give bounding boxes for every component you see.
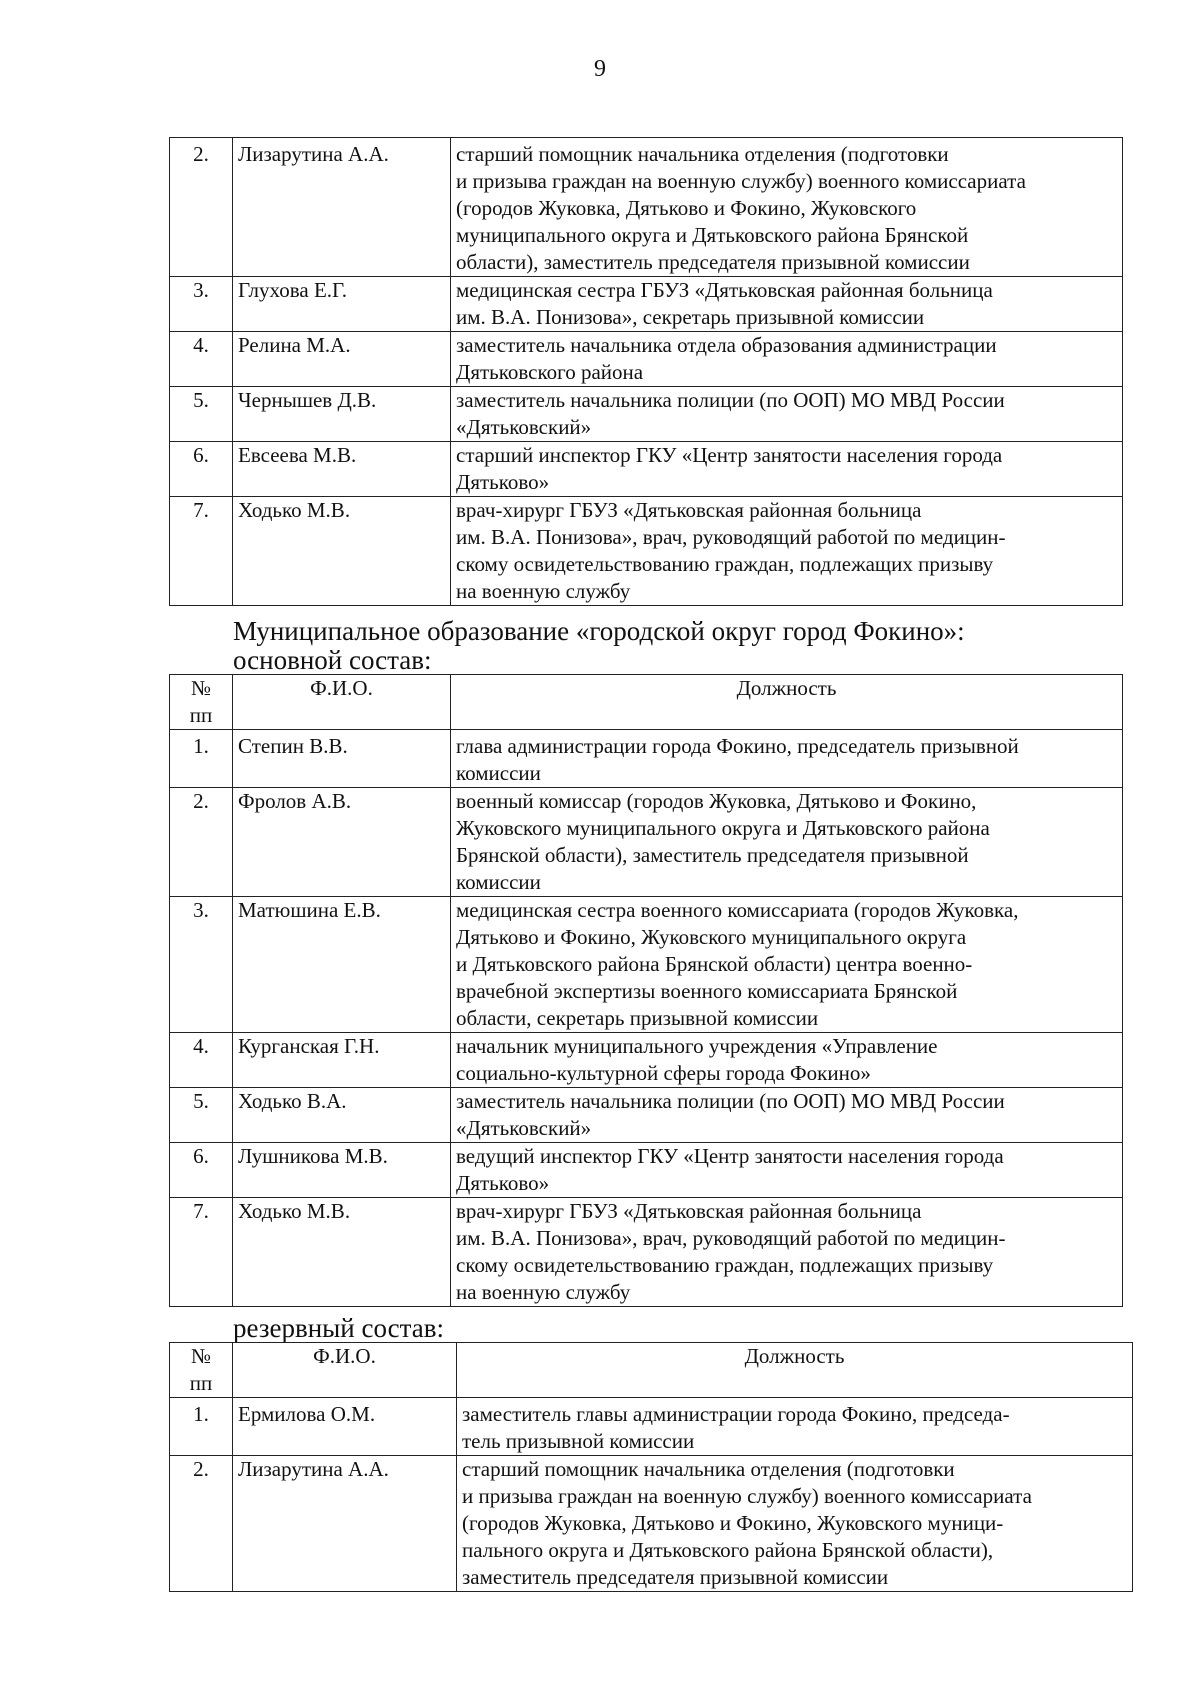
table-header-row <box>170 1343 1133 1398</box>
row-number-cell: 7. <box>170 497 233 606</box>
position-line: заместитель начальника отдела образования администрации <box>456 333 997 357</box>
member-name-cell: Чернышев Д.В. <box>233 387 451 442</box>
position-line: медицинская сестра военного комиссариата (городов Жуковка, <box>456 898 1019 922</box>
reserve-composition-table <box>169 1342 1133 1592</box>
position-line: области), заместитель председателя призывной комиссии <box>456 250 970 274</box>
header-number-sublabel: пп <box>189 1371 213 1395</box>
member-position-cell <box>451 1033 1123 1088</box>
position-line: глава администрации города Фокино, председатель призывной <box>456 734 1019 758</box>
row-number-cell: 3. <box>170 277 233 332</box>
header-number-label: № <box>190 676 212 700</box>
page-number: 9 <box>594 56 606 82</box>
position-line: ведущий инспектор ГКУ «Центр занятости населения города <box>456 1144 1004 1168</box>
member-position-cell <box>451 1143 1123 1198</box>
row-number-cell: 5. <box>170 1088 233 1143</box>
commission-table-continued <box>169 137 1123 606</box>
position-line: Брянской области), заместитель председателя призывной <box>456 843 969 867</box>
row-number-cell: 1. <box>170 1398 233 1456</box>
position-line: (городов Жуковка, Дятьково и Фокино, Жуковского муници- <box>462 1511 1004 1535</box>
position-line: начальник муниципального учреждения «Управление <box>456 1034 938 1058</box>
row-number-cell: 6. <box>170 1143 233 1198</box>
position-line: заместитель начальника полиции (по ООП) МО МВД России <box>456 388 1005 412</box>
row-number-cell: 6. <box>170 442 233 497</box>
member-name-cell: Лушникова М.В. <box>233 1143 451 1198</box>
position-line: и призыва граждан на военную службу) военного комиссариата <box>462 1484 1032 1508</box>
table-header-row <box>170 675 1123 730</box>
header-number-cell <box>170 675 233 730</box>
position-line: (городов Жуковка, Дятьково и Фокино, Жуковского <box>456 196 917 220</box>
position-line: тель призывной комиссии <box>462 1429 695 1453</box>
position-line: муниципального округа и Дятьковского района Брянской <box>456 223 969 247</box>
member-name-cell: Глухова Е.Г. <box>233 277 451 332</box>
position-line: Дятьково» <box>456 1171 550 1195</box>
member-name-cell: Фролов А.В. <box>233 788 451 897</box>
municipality-heading: Муниципальное образование «городской округ город Фокино»: <box>233 616 965 646</box>
header-name-cell: Ф.И.О. <box>233 675 451 730</box>
member-name-cell: Лизарутина А.А. <box>233 1456 457 1592</box>
member-position-cell <box>451 788 1123 897</box>
position-line: скому освидетельствованию граждан, подлежащих призыву <box>456 552 994 576</box>
row-number-cell: 3. <box>170 897 233 1033</box>
member-name-cell: Ходько М.В. <box>233 497 451 606</box>
member-position-cell <box>451 387 1123 442</box>
row-number-cell: 4. <box>170 1033 233 1088</box>
member-name-cell: Ходько М.В. <box>233 1198 451 1307</box>
position-line: на военную службу <box>456 579 631 603</box>
position-line: им. В.А. Понизова», врач, руководящий работой по медицин- <box>456 525 1006 549</box>
row-number-cell: 2. <box>170 138 233 277</box>
table-row <box>170 1456 1133 1592</box>
table-row <box>170 497 1123 606</box>
position-line: пального округа и Дятьковского района Брянской области), <box>462 1538 994 1562</box>
member-name-cell: Релина М.А. <box>233 332 451 387</box>
row-number-cell: 4. <box>170 332 233 387</box>
row-number-cell: 7. <box>170 1198 233 1307</box>
position-line: заместитель председателя призывной комиссии <box>462 1565 889 1589</box>
header-number-sublabel: пп <box>189 703 213 727</box>
position-line: и призыва граждан на военную службу) военного комиссариата <box>456 169 1026 193</box>
position-line: скому освидетельствованию граждан, подлежащих призыву <box>456 1253 994 1277</box>
header-name-cell: Ф.И.О. <box>233 1343 457 1398</box>
member-name-cell: Лизарутина А.А. <box>233 138 451 277</box>
position-line: медицинская сестра ГБУЗ «Дятьковская районная больница <box>456 278 993 302</box>
table-row <box>170 442 1123 497</box>
member-position-cell <box>451 442 1123 497</box>
position-line: комиссии <box>456 761 541 785</box>
position-line: старший помощник начальника отделения (подготовки <box>462 1457 955 1481</box>
member-position-cell <box>451 730 1123 788</box>
member-position-cell <box>451 332 1123 387</box>
position-line: Дятьково и Фокино, Жуковского муниципального округа <box>456 925 967 949</box>
table-row <box>170 138 1123 277</box>
position-line: заместитель начальника полиции (по ООП) МО МВД России <box>456 1089 1005 1113</box>
table-row <box>170 730 1123 788</box>
table-row <box>170 897 1123 1033</box>
table-row <box>170 1033 1123 1088</box>
position-line: заместитель главы администрации города Фокино, председа- <box>462 1402 1010 1426</box>
table-row <box>170 387 1123 442</box>
member-position-cell <box>451 277 1123 332</box>
row-number-cell: 5. <box>170 387 233 442</box>
member-position-cell <box>451 497 1123 606</box>
reserve-composition-heading: резервный состав: <box>233 1313 445 1343</box>
table-row <box>170 277 1123 332</box>
header-position-cell: Должность <box>451 675 1123 730</box>
position-line: старший помощник начальника отделения (подготовки <box>456 142 949 166</box>
row-number-cell: 2. <box>170 788 233 897</box>
member-position-cell <box>451 1198 1123 1307</box>
position-line: врач-хирург ГБУЗ «Дятьковская районная больница <box>456 498 922 522</box>
row-number-cell: 2. <box>170 1456 233 1592</box>
member-name-cell: Степин В.В. <box>233 730 451 788</box>
position-line: врачебной экспертизы военного комиссариата Брянской <box>456 979 958 1003</box>
main-composition-table <box>169 674 1123 1307</box>
position-line: области, секретарь призывной комиссии <box>456 1006 819 1030</box>
position-line: «Дятьковский» <box>456 415 592 439</box>
member-position-cell <box>451 1088 1123 1143</box>
table-row <box>170 788 1123 897</box>
header-number-label: № <box>190 1344 212 1368</box>
position-line: «Дятьковский» <box>456 1116 592 1140</box>
member-name-cell: Ермилова О.М. <box>233 1398 457 1456</box>
position-line: им. В.А. Понизова», секретарь призывной комиссии <box>456 305 925 329</box>
position-line: социально-культурной сферы города Фокино» <box>456 1061 871 1085</box>
member-name-cell: Евсеева М.В. <box>233 442 451 497</box>
table-row <box>170 332 1123 387</box>
position-line: на военную службу <box>456 1280 631 1304</box>
position-line: врач-хирург ГБУЗ «Дятьковская районная больница <box>456 1199 922 1223</box>
table-row <box>170 1088 1123 1143</box>
main-composition-heading: основной состав: <box>233 645 432 675</box>
position-line: Жуковского муниципального округа и Дятьковского района <box>456 816 990 840</box>
member-name-cell: Курганская Г.Н. <box>233 1033 451 1088</box>
header-position-cell: Должность <box>457 1343 1133 1398</box>
position-line: старший инспектор ГКУ «Центр занятости населения города <box>456 443 1003 467</box>
position-line: Дятьково» <box>456 470 550 494</box>
table-row <box>170 1398 1133 1456</box>
member-name-cell: Ходько В.А. <box>233 1088 451 1143</box>
position-line: Дятьковского района <box>456 360 644 384</box>
row-number-cell: 1. <box>170 730 233 788</box>
member-position-cell <box>457 1456 1133 1592</box>
table-row <box>170 1143 1123 1198</box>
member-position-cell <box>457 1398 1133 1456</box>
member-name-cell: Матюшина Е.В. <box>233 897 451 1033</box>
member-position-cell <box>451 138 1123 277</box>
position-line: комиссии <box>456 870 541 894</box>
table-row <box>170 1198 1123 1307</box>
header-number-cell <box>170 1343 233 1398</box>
position-line: им. В.А. Понизова», врач, руководящий работой по медицин- <box>456 1226 1006 1250</box>
position-line: военный комиссар (городов Жуковка, Дятьково и Фокино, <box>456 789 977 813</box>
position-line: и Дятьковского района Брянской области) центра военно- <box>456 952 973 976</box>
member-position-cell <box>451 897 1123 1033</box>
